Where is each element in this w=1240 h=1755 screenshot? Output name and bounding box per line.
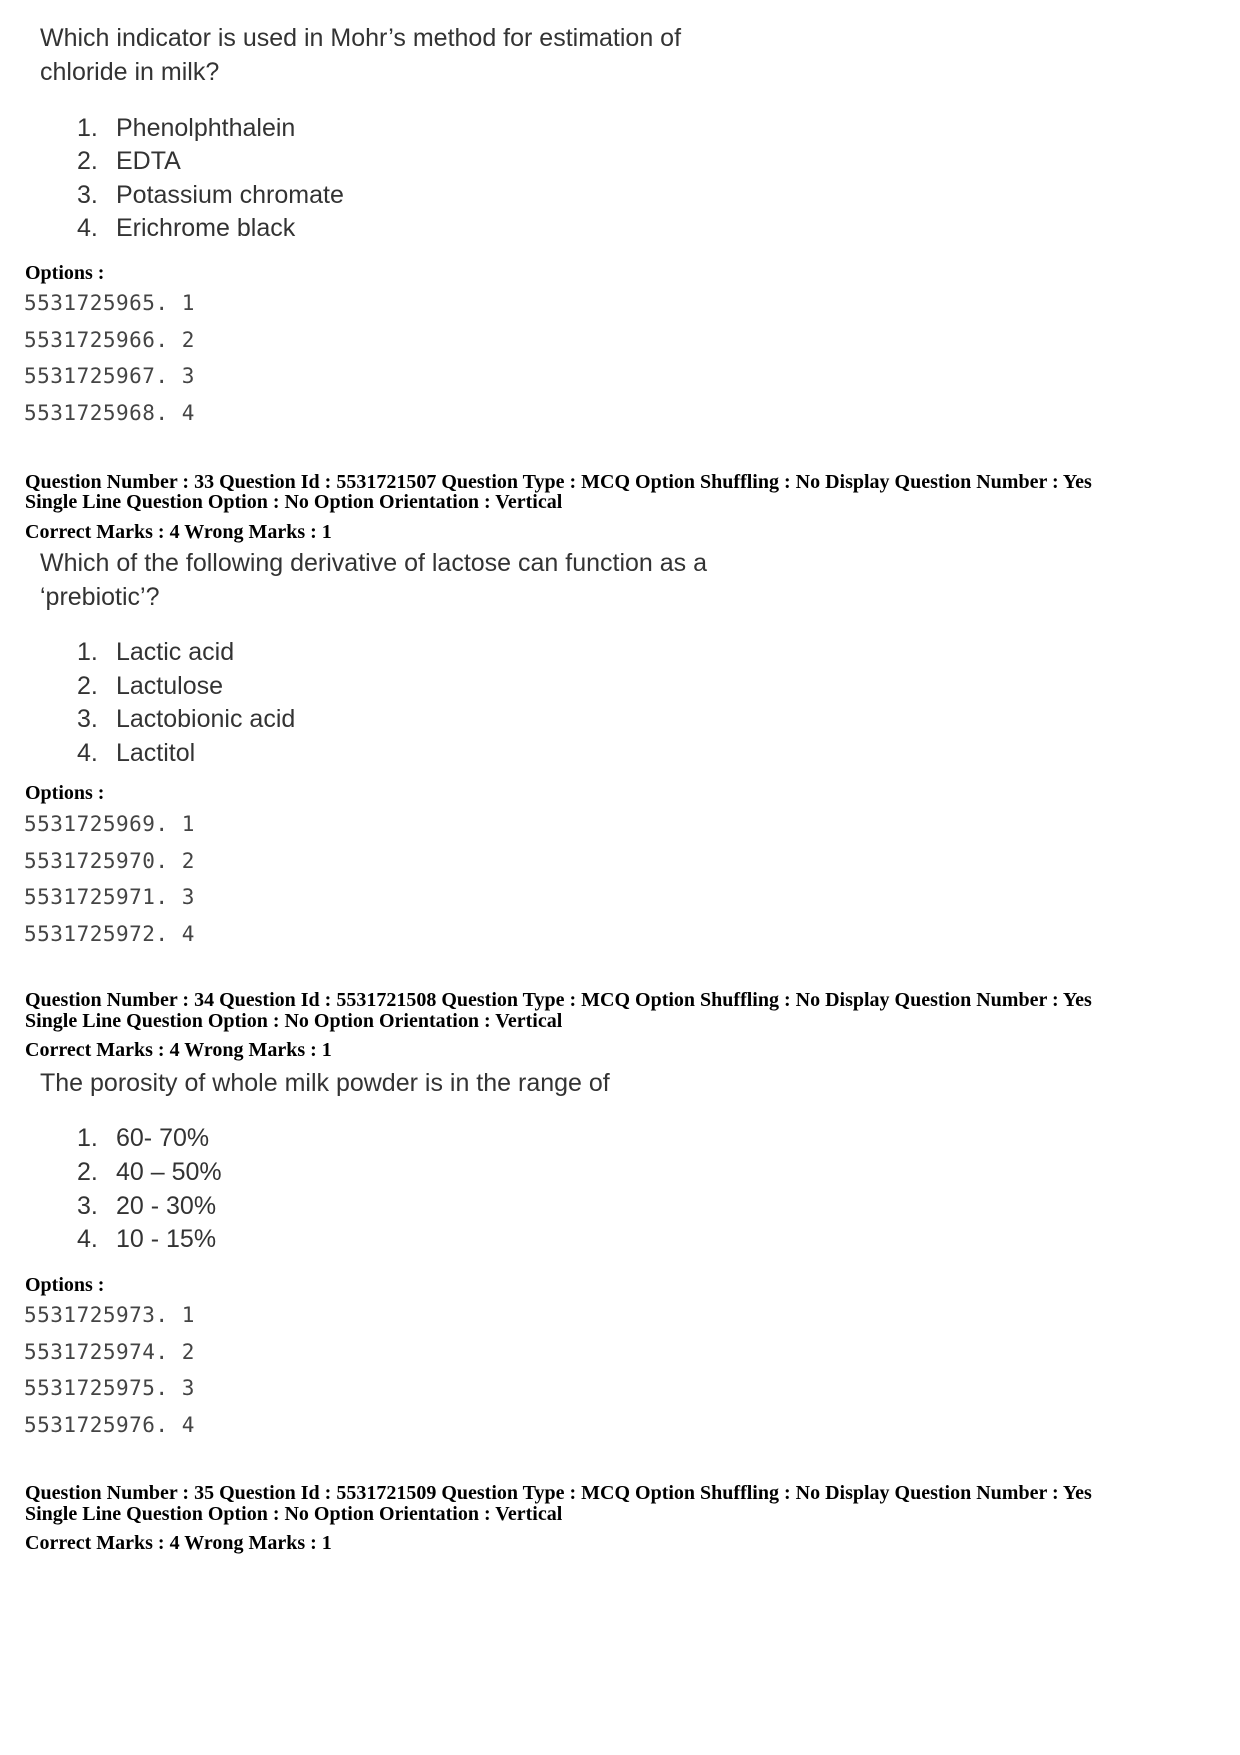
choice-item — [77, 705, 295, 734]
choice-number: 4. — [77, 739, 98, 767]
option-id-line: 5531725972. 4 — [24, 922, 195, 946]
marks-line: Correct Marks : 4 Wrong Marks : 1 — [25, 521, 332, 543]
question-meta-line: Question Number : 33 Question Id : 5531721507 Question Type : MCQ Option Shuffling : No Display Question Number : Yes — [25, 471, 1092, 493]
question-text-line: ‘prebiotic’? — [40, 583, 160, 611]
choice-number: 3. — [77, 181, 98, 209]
question-meta-line: Question Number : 34 Question Id : 5531721508 Question Type : MCQ Option Shuffling : No Display Question Number : Yes — [25, 989, 1092, 1011]
marks-line: Correct Marks : 4 Wrong Marks : 1 — [25, 1532, 332, 1554]
choice-text: Potassium chromate — [116, 181, 344, 209]
choice-number: 2. — [77, 147, 98, 175]
question-text-line: Which indicator is used in Mohr’s method for estimation of — [40, 24, 682, 52]
option-id-line: 5531725974. 2 — [24, 1340, 195, 1364]
choice-text: Lactulose — [116, 672, 224, 700]
choice-item — [77, 1225, 216, 1254]
choice-text: 60- 70% — [116, 1124, 210, 1152]
option-id-line: 5531725973. 1 — [24, 1303, 195, 1327]
choice-text: 40 – 50% — [116, 1158, 222, 1186]
choice-number: 3. — [77, 1192, 98, 1220]
option-id-line: 5531725968. 4 — [24, 401, 195, 425]
choice-item — [77, 1124, 209, 1153]
choice-item — [77, 1192, 216, 1221]
option-id-line: 5531725970. 2 — [24, 849, 195, 873]
options-label: Options : — [25, 1274, 105, 1296]
question-meta-line: Single Line Question Option : No Option Orientation : Vertical — [25, 491, 563, 513]
choice-text: 10 - 15% — [116, 1225, 217, 1253]
choice-item — [77, 214, 295, 243]
option-id-line: 5531725976. 4 — [24, 1413, 195, 1437]
option-id-line: 5531725969. 1 — [24, 812, 195, 836]
choice-number: 1. — [77, 638, 98, 666]
choice-item — [77, 181, 344, 210]
choice-text: EDTA — [116, 147, 181, 175]
option-id-line: 5531725975. 3 — [24, 1376, 195, 1400]
question-text-line: chloride in milk? — [40, 58, 220, 86]
options-label: Options : — [25, 262, 105, 284]
choice-item — [77, 739, 195, 768]
choice-number: 2. — [77, 1158, 98, 1186]
choice-number: 4. — [77, 1225, 98, 1253]
choice-text: Lactitol — [116, 739, 196, 767]
choice-item — [77, 672, 223, 701]
choice-text: Phenolphthalein — [116, 114, 296, 142]
choice-number: 3. — [77, 705, 98, 733]
choice-text: 20 - 30% — [116, 1192, 217, 1220]
choice-item — [77, 147, 181, 176]
question-meta-line: Single Line Question Option : No Option Orientation : Vertical — [25, 1010, 563, 1032]
choice-item — [77, 638, 234, 667]
choice-text: Lactobionic acid — [116, 705, 296, 733]
question-text-line: Which of the following derivative of lactose can function as a — [40, 549, 708, 577]
choice-number: 4. — [77, 214, 98, 242]
choice-text: Erichrome black — [116, 214, 296, 242]
question-text-line: The porosity of whole milk powder is in the range of — [40, 1069, 610, 1097]
option-id-line: 5531725966. 2 — [24, 328, 195, 352]
options-label: Options : — [25, 782, 105, 804]
option-id-line: 5531725965. 1 — [24, 291, 195, 315]
option-id-line: 5531725971. 3 — [24, 885, 195, 909]
option-id-line: 5531725967. 3 — [24, 364, 195, 388]
marks-line: Correct Marks : 4 Wrong Marks : 1 — [25, 1039, 332, 1061]
choice-number: 1. — [77, 114, 98, 142]
choice-number: 2. — [77, 672, 98, 700]
choice-item — [77, 1158, 222, 1187]
question-meta-line: Question Number : 35 Question Id : 5531721509 Question Type : MCQ Option Shuffling : No Display Question Number : Yes — [25, 1482, 1092, 1504]
question-meta-line: Single Line Question Option : No Option Orientation : Vertical — [25, 1503, 563, 1525]
choice-text: Lactic acid — [116, 638, 235, 666]
choice-number: 1. — [77, 1124, 98, 1152]
choice-item — [77, 114, 295, 143]
